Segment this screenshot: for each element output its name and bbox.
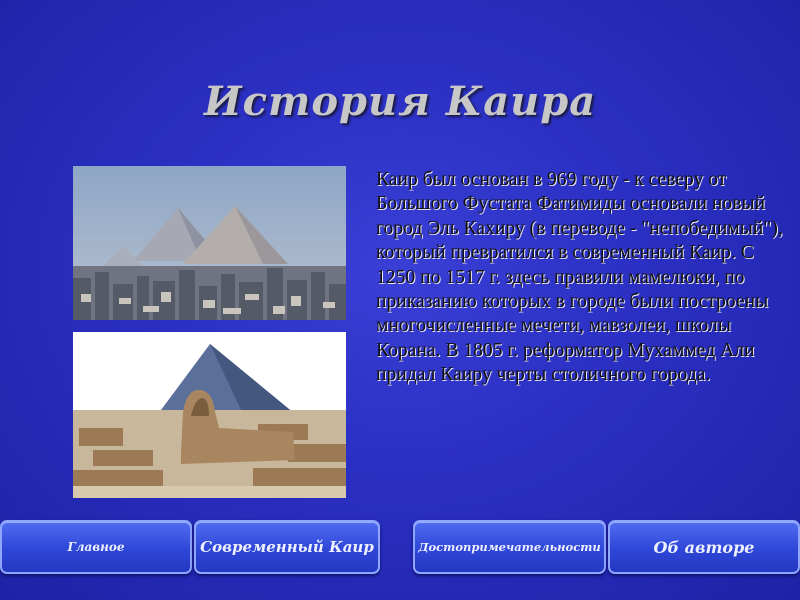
- sphinx-pyramid-image: [73, 332, 346, 498]
- slide-title: История Каира: [203, 78, 597, 125]
- home-button[interactable]: Главное: [0, 520, 192, 574]
- pyramids-cityscape-image: [73, 166, 346, 320]
- modern-cairo-button[interactable]: Современный Каир: [194, 520, 380, 574]
- history-text: Каир был основан в 969 году - к северу от Большого Фустата Фатимиды основали новый город Эль Кахиру (в переводе - "непобедимый"), который превратился в современный Каир. С 1250 по 1517 г. здесь правили мамелюки, по приказанию которых в городе были построены многочисленные мечети, мавзолеи, школы Корана. В 1805 г. реформатор Мухаммед Али придал Каиру черты столичного города.: [376, 169, 783, 386]
- sights-button[interactable]: Достопримечательности: [413, 520, 606, 574]
- about-author-button[interactable]: Об авторе: [608, 520, 800, 574]
